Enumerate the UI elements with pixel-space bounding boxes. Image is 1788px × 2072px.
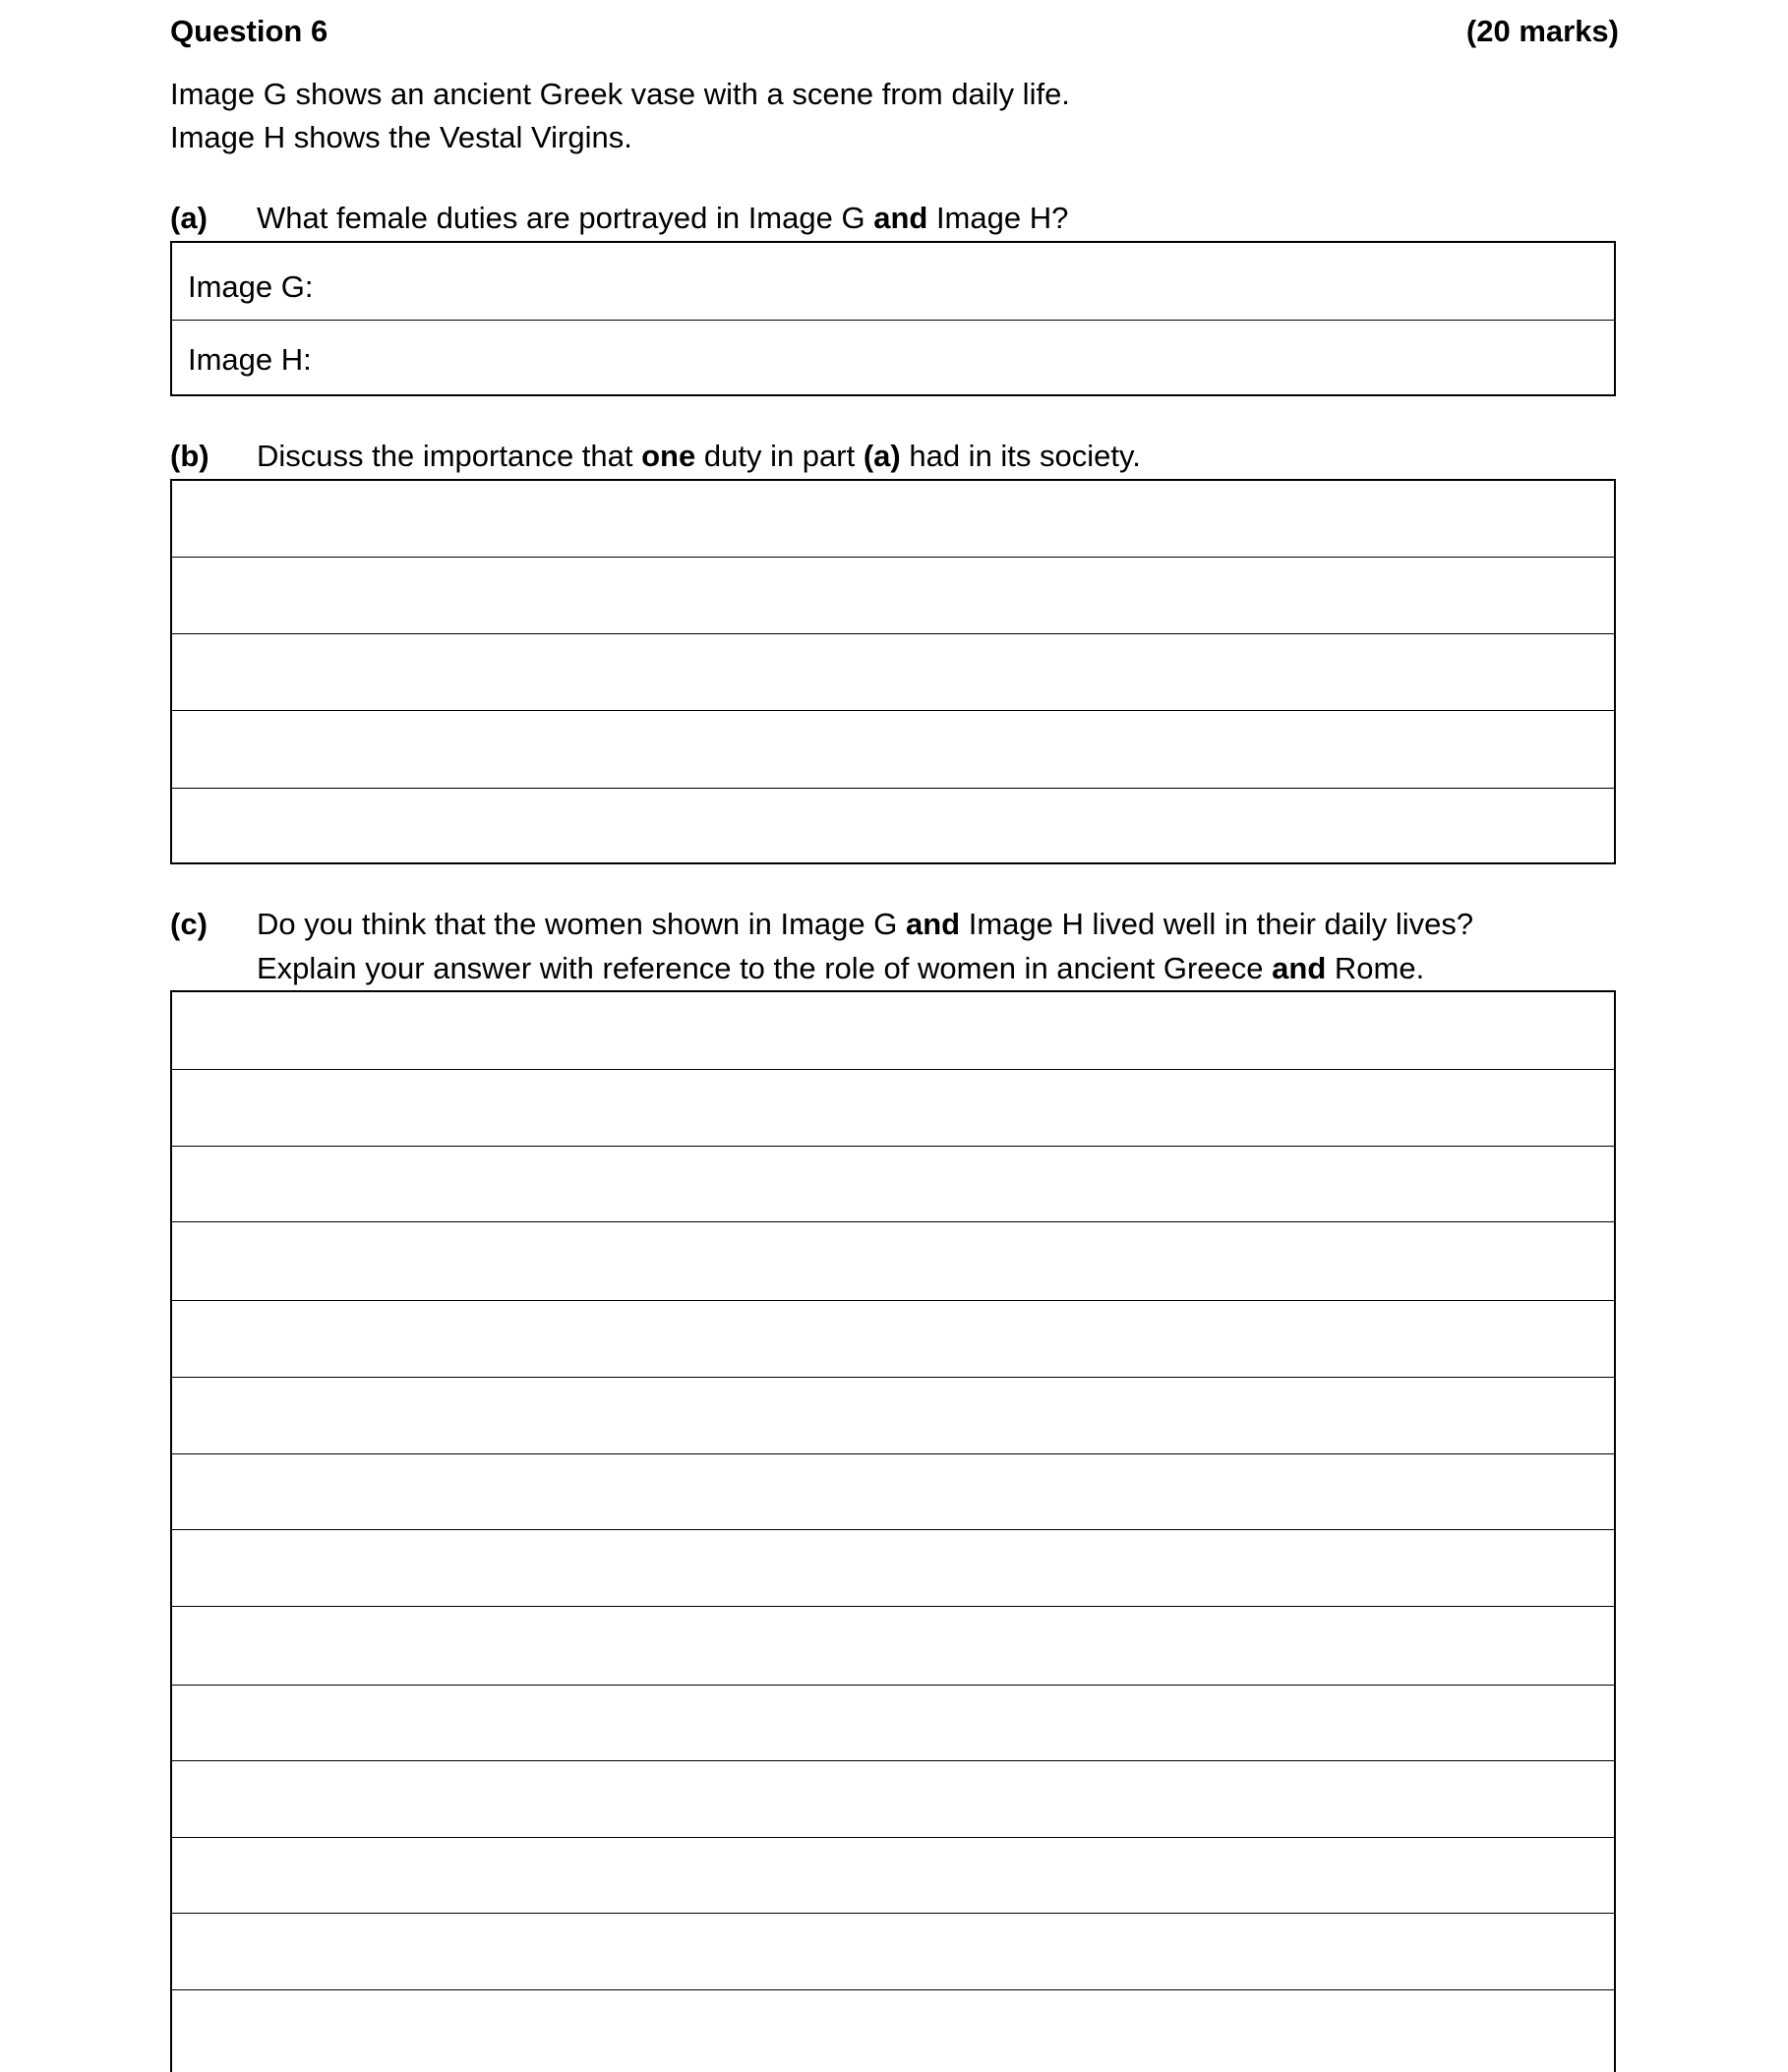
part-b-question-post: had in its society.	[900, 439, 1141, 473]
part-b-label: (b)	[170, 439, 209, 473]
part-b-question-bold-2: (a)	[863, 439, 901, 473]
part-c-line-1-bold: and	[905, 907, 961, 941]
part-c-question-line-2	[257, 949, 1424, 988]
part-a-question-post: Image H?	[927, 201, 1069, 235]
part-a-image-h-label: Image H:	[188, 342, 312, 377]
part-a-label: (a)	[170, 201, 208, 235]
part-a-question	[257, 199, 1068, 238]
part-a-row-image-h[interactable]	[172, 320, 1614, 395]
part-b-answer-box[interactable]	[170, 479, 1616, 864]
part-c-line-2-bold: and	[1272, 951, 1327, 985]
answer-line	[172, 788, 1614, 789]
part-b-question-mid: duty in part	[695, 439, 864, 473]
answer-line	[172, 1069, 1614, 1070]
part-b-question	[257, 437, 1141, 476]
part-c-label: (c)	[170, 907, 208, 941]
part-a-image-g-label: Image G:	[188, 269, 314, 304]
intro-line-1: Image G shows an ancient Greek vase with a scene from daily life.	[170, 77, 1070, 111]
answer-line	[172, 1529, 1614, 1530]
answer-line	[172, 1377, 1614, 1378]
answer-line	[172, 1989, 1614, 1990]
part-c-answer-box[interactable]	[170, 990, 1616, 2072]
answer-line	[172, 633, 1614, 634]
part-c-question-line-1	[257, 905, 1473, 944]
answer-line	[172, 1913, 1614, 1914]
intro-line-2: Image H shows the Vestal Virgins.	[170, 120, 632, 154]
answer-line	[172, 1221, 1614, 1222]
part-c-line-2-pre: Explain your answer with reference to the role of women in ancient Greece	[257, 951, 1273, 985]
part-b-question-bold-1: one	[641, 439, 696, 473]
question-title: Question 6	[170, 14, 328, 48]
answer-line	[172, 710, 1614, 711]
answer-line	[172, 557, 1614, 558]
answer-line	[172, 1300, 1614, 1301]
answer-line	[172, 1837, 1614, 1838]
part-b-question-pre: Discuss the importance that	[257, 439, 642, 473]
part-c-line-2-post: Rome.	[1326, 951, 1425, 985]
part-a-answer-box	[170, 241, 1616, 396]
answer-line	[172, 1606, 1614, 1607]
answer-line	[172, 1453, 1614, 1454]
question-marks: (20 marks)	[1465, 14, 1619, 48]
part-a-question-bold: and	[873, 201, 928, 235]
part-c-line-1-pre: Do you think that the women shown in Image G	[257, 907, 906, 941]
part-c-line-1-post: Image H lived well in their daily lives?	[960, 907, 1474, 941]
answer-line	[172, 1760, 1614, 1761]
answer-line	[172, 1146, 1614, 1147]
part-a-question-pre: What female duties are portrayed in Image G	[257, 201, 874, 235]
part-a-row-image-g[interactable]	[172, 243, 1614, 320]
answer-line	[172, 1685, 1614, 1686]
